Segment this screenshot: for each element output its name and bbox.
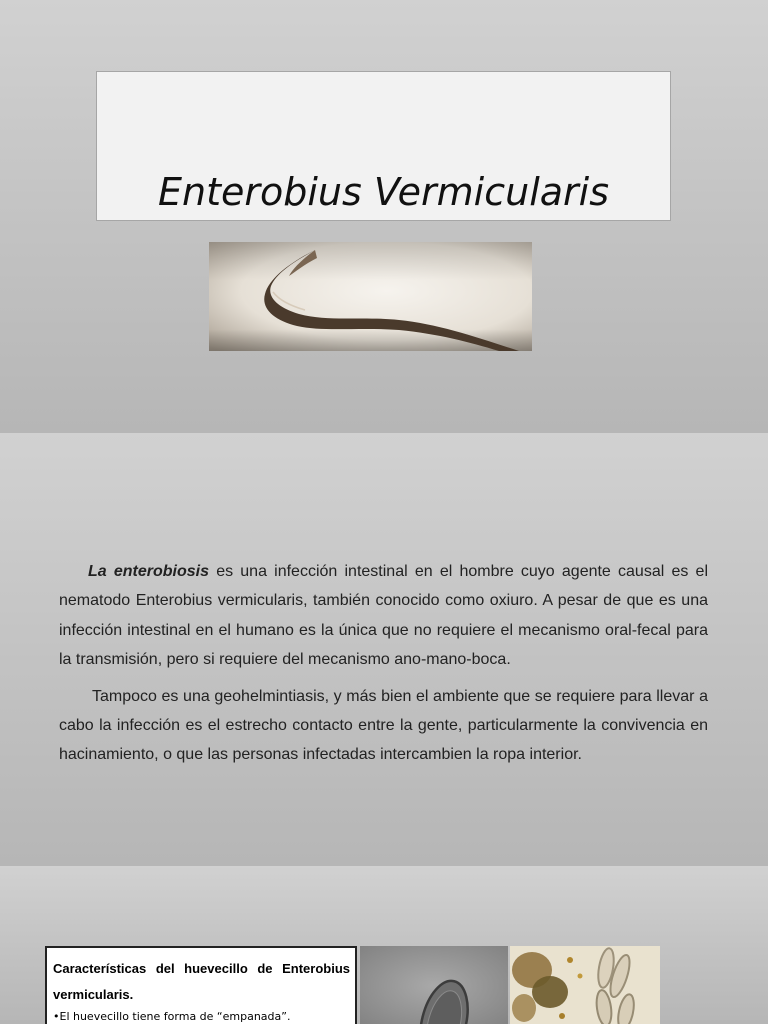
paragraph-1 (59, 557, 708, 675)
eggs-cluster-photo (510, 946, 660, 1024)
description-text (59, 557, 708, 770)
paragraph-1-body: es una infección intestinal en el hombre cuyo agente causal es el nematodo Enterobius vermicularis, también conocido como oxiuro. A pesar de que es una infección intestinal en el humano es la única que no requiere el mecanismo oral-fecal para la transmisión, pero si requiere del mecanismo ano-mano-boca. (59, 563, 708, 669)
paragraph-2: Tampoco es una geohelmintiasis, y más bien el ambiente que se requiere para llevar a cabo la infección es el estrecho contacto entre la gente, particularmente la convivencia en hacinamiento, o que las personas infectadas intercambien la ropa interior. (59, 687, 708, 764)
slide-description (0, 433, 768, 866)
egg-info-bullet: •El huevecillo tiene forma de “empanada”. (53, 1010, 291, 1023)
paragraph-1-lead: La enterobiosis (88, 563, 209, 580)
egg-micrograph-photo (360, 946, 508, 1024)
slide-title (0, 0, 768, 433)
worm-photo (209, 242, 532, 351)
egg-info-title: Características del huevecillo de Enterobius vermicularis. (53, 961, 350, 1002)
egg-info-box (45, 946, 357, 1024)
slide-egg-characteristics (0, 866, 768, 1024)
slide-title-text: Enterobius Vermicularis (157, 170, 610, 214)
title-box (96, 71, 671, 221)
